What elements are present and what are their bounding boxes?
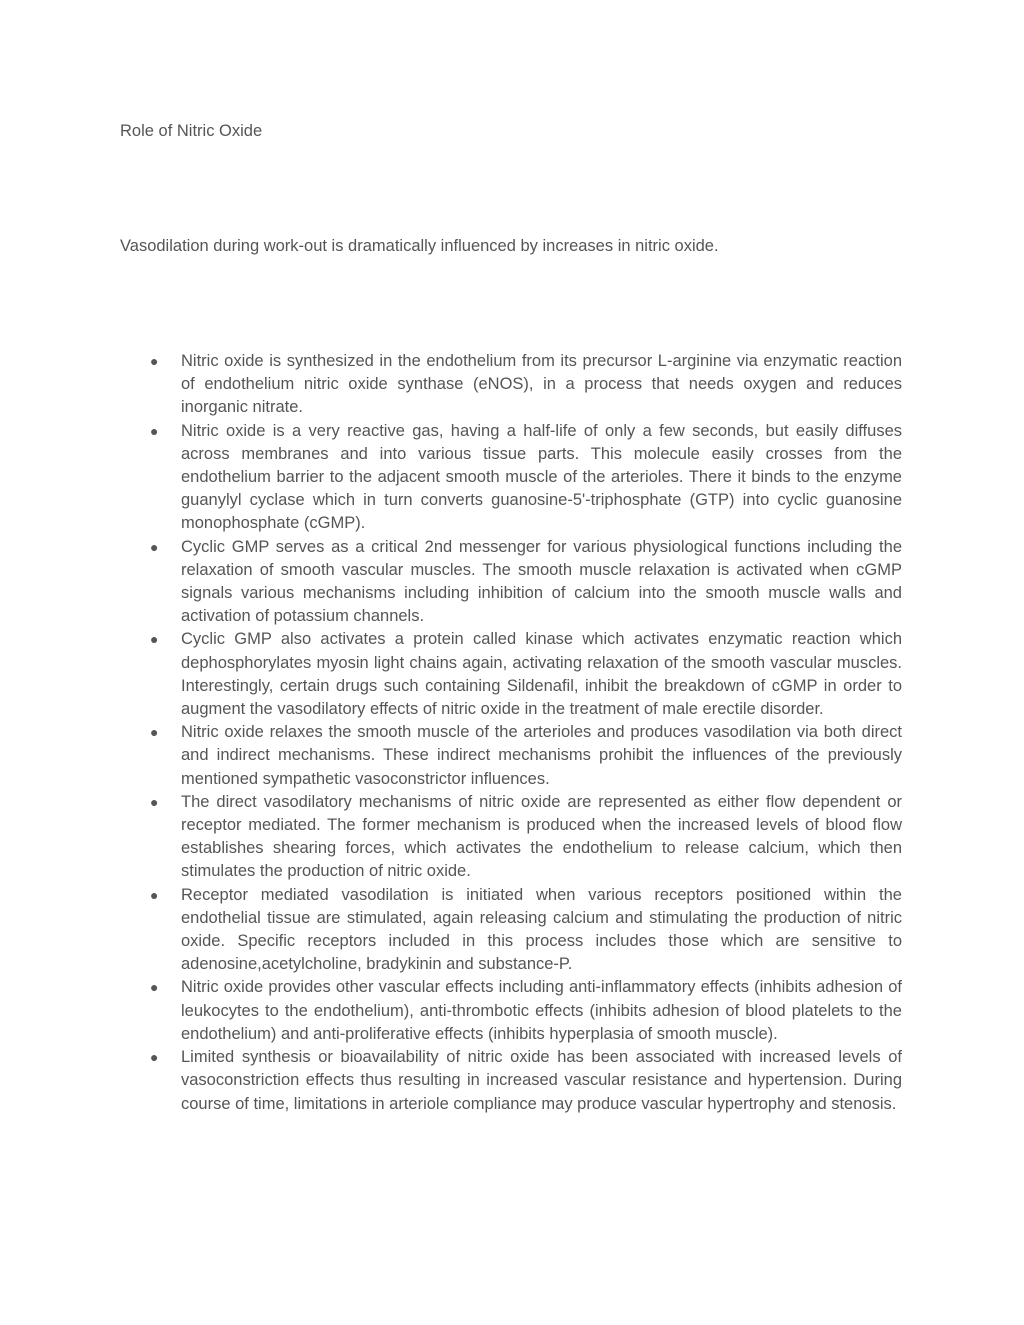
bullet-icon: ● — [150, 793, 159, 810]
list-item-text: Nitric oxide relaxes the smooth muscle of the arterioles and produces vasodilation via both direct and indirect mechanisms. These indirect mechanisms prohibit the influences of the previously mentioned sympathetic vasoconstrictor influences. — [181, 723, 902, 788]
bullet-icon: ● — [150, 631, 159, 648]
list-item-text: The direct vasodilatory mechanisms of nitric oxide are represented as either flow dependent or receptor mediated. The former mechanism is produced when the increased levels of blood flow establishes shearing forces, which activates the endothelium to release calcium, which then stimulates the production of nitric oxide. — [181, 792, 902, 881]
list-item — [0, 791, 902, 884]
bullet-icon: ● — [150, 886, 159, 903]
bullet-icon: ● — [150, 1049, 159, 1066]
list-item — [0, 536, 902, 629]
bullet-list — [0, 350, 1024, 1116]
list-item-text: Nitric oxide provides other vascular effects including anti-inflammatory effects (inhibits adhesion of leukocytes to the endothelium), anti-thrombotic effects (inhibits adhesion of blood platelets to the endothelium) and anti-proliferative effects (inhibits hyperplasia of smooth muscle). — [181, 978, 902, 1043]
list-item — [0, 721, 902, 791]
list-item — [0, 1046, 902, 1116]
list-item-text: Nitric oxide is synthesized in the endothelium from its precursor L-arginine via enzymatic reaction of endothelium nitric oxide synthase (eNOS), in a process that needs oxygen and reduces inorganic nitrate. — [181, 352, 902, 417]
bullet-icon: ● — [150, 422, 159, 439]
page-title: Role of Nitric Oxide — [120, 122, 263, 140]
list-item — [0, 350, 902, 420]
list-item-text: Cyclic GMP also activates a protein called kinase which activates enzymatic reaction which dephosphorylates myosin light chains again, activating relaxation of the smooth vascular muscles. Interestingly, certain drugs such containing Sildenafil, inhibit the breakdown of cGMP in order to augment the vasodilatory effects of nitric oxide in the treatment of male erectile disorder. — [181, 630, 902, 719]
list-item-text: Receptor mediated vasodilation is initiated when various receptors positioned within the endothelial tissue are stimulated, again releasing calcium and stimulating the production of nitric oxide. Specific receptors included in this process includes those which are sensitive to adenosine,acetylcholine, bradykinin and substance-P. — [181, 885, 902, 974]
bullet-icon: ● — [150, 979, 159, 996]
bullet-icon: ● — [150, 538, 159, 555]
list-item — [0, 884, 902, 977]
list-item-text: Nitric oxide is a very reactive gas, having a half-life of only a few seconds, but easily diffuses across membranes and into various tissue parts. This molecule easily crosses from the endothelium barrier to the adjacent smooth muscle of the arterioles. There it binds to the enzyme guanylyl cyclase which in turn converts guanosine-5'-triphosphate (GTP) into cyclic guanosine monophosphate (cGMP). — [181, 421, 902, 533]
list-item-text: Cyclic GMP serves as a critical 2nd messenger for various physiological functions including the relaxation of smooth vascular muscles. The smooth muscle relaxation is activated when cGMP signals various mechanisms including inhibition of calcium into the smooth muscle walls and activation of potassium channels. — [181, 537, 902, 626]
intro-paragraph: Vasodilation during work-out is dramatically influenced by increases in nitric oxide. — [120, 237, 719, 255]
list-item — [0, 628, 902, 721]
bullet-icon: ● — [150, 724, 159, 741]
bullet-icon: ● — [150, 353, 159, 369]
list-item — [0, 420, 902, 536]
list-item — [0, 976, 902, 1046]
list-item-text: Limited synthesis or bioavailability of nitric oxide has been associated with increased levels of vasoconstriction effects thus resulting in increased vascular resistance and hypertension. During course of time, limitations in arteriole compliance may produce vascular hypertrophy and stenosis. — [181, 1048, 902, 1113]
